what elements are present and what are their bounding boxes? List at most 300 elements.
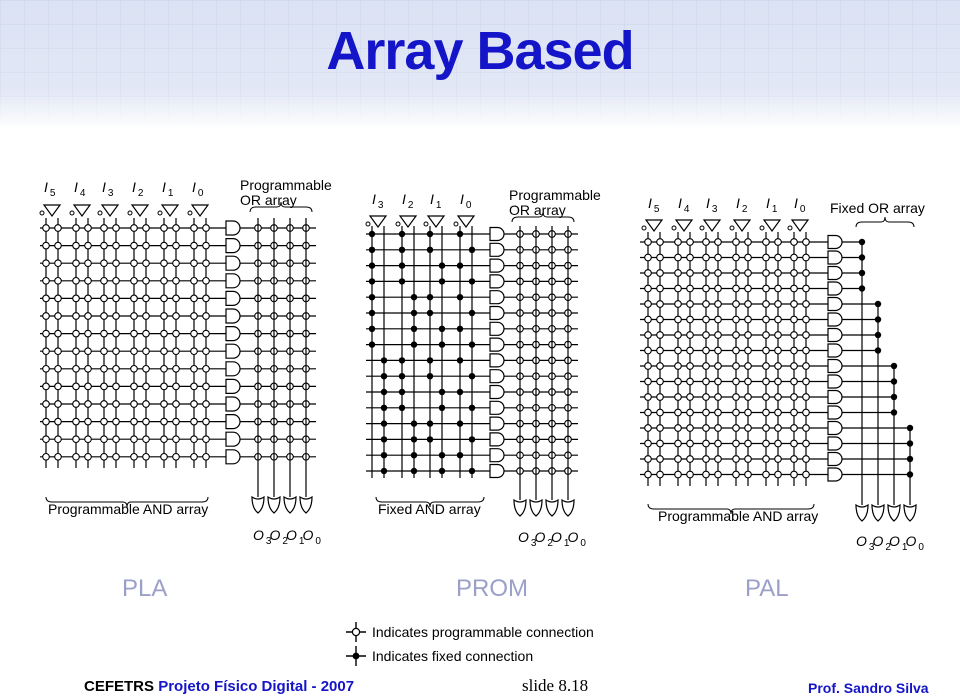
prom-or-label-1: Programmable bbox=[509, 187, 601, 203]
programmable-connection bbox=[143, 278, 150, 285]
and-gate bbox=[828, 375, 842, 388]
fixed-connection bbox=[469, 310, 475, 316]
prom-name: PROM bbox=[456, 575, 528, 602]
programmable-connection bbox=[645, 254, 652, 261]
or-gate bbox=[268, 497, 280, 513]
input-buffer bbox=[458, 216, 474, 227]
programmable-connection bbox=[657, 363, 664, 370]
programmable-connection bbox=[85, 366, 92, 373]
programmable-connection bbox=[113, 366, 120, 373]
fixed-connection bbox=[369, 294, 375, 300]
programmable-connection bbox=[775, 254, 782, 261]
programmable-connection bbox=[161, 401, 168, 408]
prom-output-label: O $_1$ bbox=[551, 529, 570, 549]
or-gate bbox=[284, 497, 296, 513]
programmable-connection bbox=[85, 295, 92, 302]
programmable-connection bbox=[745, 316, 752, 323]
programmable-connection bbox=[687, 363, 694, 370]
programmable-connection bbox=[803, 347, 810, 354]
programmable-connection bbox=[745, 363, 752, 370]
programmable-connection bbox=[161, 313, 168, 320]
programmable-connection bbox=[43, 366, 50, 373]
programmable-connection bbox=[645, 471, 652, 478]
programmable-connection bbox=[143, 242, 150, 249]
programmable-connection bbox=[143, 454, 150, 461]
pal-input-label: I $_1$ bbox=[766, 195, 778, 215]
programmable-connection bbox=[55, 225, 62, 232]
programmable-connection bbox=[803, 285, 810, 292]
programmable-connection bbox=[131, 454, 138, 461]
fixed-connection bbox=[369, 310, 375, 316]
programmable-connection bbox=[733, 425, 740, 432]
programmable-connection bbox=[191, 295, 198, 302]
and-gate bbox=[828, 251, 842, 264]
and-gate bbox=[226, 239, 240, 253]
fixed-connection bbox=[427, 231, 433, 237]
prom-input-label: I $_3$ bbox=[372, 191, 384, 211]
programmable-connection bbox=[715, 254, 722, 261]
programmable-connection bbox=[775, 425, 782, 432]
programmable-connection bbox=[687, 394, 694, 401]
programmable-connection bbox=[803, 471, 810, 478]
legend-fixed-symbol bbox=[346, 646, 366, 666]
programmable-connection bbox=[43, 436, 50, 443]
programmable-connection bbox=[657, 316, 664, 323]
programmable-connection bbox=[715, 378, 722, 385]
or-gate bbox=[888, 505, 900, 521]
input-buffer bbox=[162, 205, 178, 216]
programmable-connection bbox=[803, 316, 810, 323]
input-buffer bbox=[734, 220, 750, 231]
and-gate bbox=[828, 236, 842, 249]
programmable-connection bbox=[173, 383, 180, 390]
programmable-connection bbox=[703, 347, 710, 354]
and-gate bbox=[828, 360, 842, 373]
and-gate bbox=[226, 450, 240, 464]
programmable-connection bbox=[131, 278, 138, 285]
programmable-connection bbox=[657, 301, 664, 308]
programmable-connection bbox=[43, 295, 50, 302]
footer-left bbox=[84, 678, 354, 695]
programmable-connection bbox=[803, 409, 810, 416]
programmable-connection bbox=[131, 295, 138, 302]
programmable-connection bbox=[657, 285, 664, 292]
and-gate bbox=[828, 406, 842, 419]
fixed-connection bbox=[411, 310, 417, 316]
programmable-connection bbox=[85, 401, 92, 408]
fixed-connection bbox=[369, 247, 375, 253]
programmable-connection bbox=[131, 242, 138, 249]
programmable-connection bbox=[715, 409, 722, 416]
programmable-connection bbox=[675, 301, 682, 308]
prom-output-label: O $_0$ bbox=[567, 529, 586, 549]
programmable-connection bbox=[687, 270, 694, 277]
programmable-connection bbox=[203, 436, 210, 443]
prom-and-label: Fixed AND array bbox=[378, 501, 481, 517]
programmable-connection bbox=[687, 316, 694, 323]
programmable-connection bbox=[203, 401, 210, 408]
programmable-connection bbox=[775, 285, 782, 292]
programmable-connection bbox=[191, 225, 198, 232]
programmable-connection bbox=[191, 401, 198, 408]
programmable-connection bbox=[745, 285, 752, 292]
programmable-connection bbox=[143, 366, 150, 373]
fixed-connection bbox=[427, 373, 433, 379]
input-buffer bbox=[74, 205, 90, 216]
and-gate bbox=[828, 344, 842, 357]
programmable-connection bbox=[745, 239, 752, 246]
programmable-connection bbox=[703, 456, 710, 463]
programmable-connection bbox=[703, 440, 710, 447]
programmable-connection bbox=[55, 418, 62, 425]
inverter-bubble bbox=[700, 226, 704, 230]
programmable-connection bbox=[55, 330, 62, 337]
programmable-connection bbox=[715, 332, 722, 339]
programmable-connection bbox=[763, 347, 770, 354]
programmable-connection bbox=[85, 418, 92, 425]
programmable-connection bbox=[55, 348, 62, 355]
programmable-connection bbox=[85, 454, 92, 461]
programmable-connection bbox=[161, 330, 168, 337]
inverter-bubble bbox=[98, 211, 102, 215]
programmable-connection bbox=[803, 394, 810, 401]
programmable-connection bbox=[763, 363, 770, 370]
programmable-connection bbox=[657, 378, 664, 385]
programmable-connection bbox=[101, 295, 108, 302]
and-gate bbox=[226, 432, 240, 446]
and-gate bbox=[490, 449, 504, 462]
fixed-connection bbox=[399, 389, 405, 395]
or-gate bbox=[904, 505, 916, 521]
and-gate bbox=[490, 275, 504, 288]
pal-output-label: O $_3$ bbox=[856, 533, 875, 553]
programmable-connection bbox=[763, 378, 770, 385]
prom-input-label: I $_2$ bbox=[402, 191, 414, 211]
programmable-connection bbox=[161, 454, 168, 461]
programmable-connection bbox=[55, 436, 62, 443]
programmable-connection bbox=[113, 242, 120, 249]
and-gate bbox=[828, 422, 842, 435]
input-buffer bbox=[132, 205, 148, 216]
programmable-connection bbox=[203, 366, 210, 373]
programmable-connection bbox=[143, 418, 150, 425]
pla-output-label: O $_2$ bbox=[269, 527, 288, 547]
programmable-connection bbox=[101, 401, 108, 408]
programmable-connection bbox=[73, 260, 80, 267]
programmable-connection bbox=[645, 425, 652, 432]
programmable-connection bbox=[675, 363, 682, 370]
and-gate bbox=[828, 267, 842, 280]
fixed-connection bbox=[439, 389, 445, 395]
programmable-connection bbox=[203, 418, 210, 425]
programmable-connection bbox=[173, 454, 180, 461]
programmable-connection bbox=[675, 378, 682, 385]
programmable-connection bbox=[745, 301, 752, 308]
programmable-connection bbox=[55, 366, 62, 373]
programmable-connection bbox=[791, 254, 798, 261]
programmable-connection bbox=[113, 225, 120, 232]
programmable-connection bbox=[113, 295, 120, 302]
programmable-connection bbox=[675, 394, 682, 401]
programmable-connection bbox=[791, 394, 798, 401]
programmable-connection bbox=[733, 378, 740, 385]
programmable-connection bbox=[173, 242, 180, 249]
programmable-connection bbox=[803, 239, 810, 246]
programmable-connection bbox=[745, 409, 752, 416]
programmable-connection bbox=[733, 270, 740, 277]
programmable-connection bbox=[85, 383, 92, 390]
programmable-connection bbox=[203, 260, 210, 267]
programmable-connection bbox=[645, 409, 652, 416]
pla-input-label: I $_4$ bbox=[74, 179, 86, 199]
programmable-connection bbox=[791, 456, 798, 463]
programmable-connection bbox=[687, 471, 694, 478]
programmable-connection bbox=[131, 313, 138, 320]
programmable-connection bbox=[745, 456, 752, 463]
programmable-connection bbox=[73, 436, 80, 443]
programmable-connection bbox=[113, 348, 120, 355]
programmable-connection bbox=[775, 440, 782, 447]
programmable-connection bbox=[645, 347, 652, 354]
programmable-connection bbox=[687, 332, 694, 339]
fixed-connection bbox=[411, 294, 417, 300]
programmable-connection bbox=[645, 239, 652, 246]
programmable-connection bbox=[85, 436, 92, 443]
programmable-connection bbox=[131, 260, 138, 267]
programmable-connection bbox=[657, 394, 664, 401]
pal-input-label: I $_5$ bbox=[648, 195, 660, 215]
and-gate bbox=[226, 397, 240, 411]
fixed-connection bbox=[439, 326, 445, 332]
fixed-connection bbox=[411, 326, 417, 332]
programmable-connection bbox=[191, 383, 198, 390]
programmable-connection bbox=[55, 260, 62, 267]
programmable-connection bbox=[657, 270, 664, 277]
programmable-connection bbox=[161, 366, 168, 373]
programmable-connection bbox=[85, 225, 92, 232]
pla-or-label-2: OR array bbox=[240, 192, 297, 208]
programmable-connection bbox=[763, 239, 770, 246]
pal-name: PAL bbox=[745, 575, 789, 602]
programmable-connection bbox=[645, 316, 652, 323]
programmable-connection bbox=[763, 425, 770, 432]
and-gate bbox=[490, 322, 504, 335]
fixed-connection bbox=[381, 405, 387, 411]
programmable-connection bbox=[85, 278, 92, 285]
programmable-connection bbox=[791, 471, 798, 478]
inverter-bubble bbox=[70, 211, 74, 215]
programmable-connection bbox=[791, 270, 798, 277]
and-gate bbox=[828, 391, 842, 404]
pal-diagram bbox=[640, 195, 924, 553]
inverter-bubble bbox=[760, 226, 764, 230]
programmable-connection bbox=[73, 278, 80, 285]
programmable-connection bbox=[715, 316, 722, 323]
programmable-connection bbox=[703, 285, 710, 292]
inverter-bubble bbox=[158, 211, 162, 215]
programmable-connection bbox=[763, 409, 770, 416]
programmable-connection bbox=[715, 270, 722, 277]
programmable-connection bbox=[645, 378, 652, 385]
programmable-connection bbox=[803, 254, 810, 261]
programmable-connection bbox=[733, 301, 740, 308]
input-buffer bbox=[44, 205, 60, 216]
fixed-connection bbox=[439, 468, 445, 474]
fixed-connection bbox=[411, 436, 417, 442]
programmable-connection bbox=[675, 270, 682, 277]
programmable-connection bbox=[733, 332, 740, 339]
fixed-connection bbox=[457, 326, 463, 332]
input-buffer bbox=[192, 205, 208, 216]
fixed-connection bbox=[457, 452, 463, 458]
input-buffer bbox=[428, 216, 444, 227]
programmable-connection bbox=[161, 436, 168, 443]
programmable-connection bbox=[715, 301, 722, 308]
programmable-connection bbox=[803, 301, 810, 308]
programmable-connection bbox=[703, 239, 710, 246]
programmable-connection bbox=[161, 260, 168, 267]
programmable-connection bbox=[763, 332, 770, 339]
programmable-connection bbox=[803, 440, 810, 447]
and-gate bbox=[226, 362, 240, 376]
footer-author: Prof. Sandro Silva bbox=[808, 680, 929, 696]
fixed-connection bbox=[457, 294, 463, 300]
programmable-connection bbox=[101, 260, 108, 267]
programmable-connection bbox=[803, 332, 810, 339]
input-buffer bbox=[370, 216, 386, 227]
programmable-connection bbox=[763, 270, 770, 277]
programmable-connection bbox=[85, 348, 92, 355]
programmable-connection bbox=[191, 330, 198, 337]
programmable-connection bbox=[73, 383, 80, 390]
pal-input-label: I $_4$ bbox=[678, 195, 690, 215]
inverter-bubble bbox=[188, 211, 192, 215]
programmable-connection bbox=[675, 425, 682, 432]
programmable-connection bbox=[73, 401, 80, 408]
programmable-connection bbox=[203, 278, 210, 285]
programmable-connection bbox=[191, 418, 198, 425]
or-gate bbox=[514, 500, 526, 516]
programmable-connection bbox=[715, 425, 722, 432]
programmable-connection bbox=[675, 316, 682, 323]
programmable-connection bbox=[143, 401, 150, 408]
programmable-connection bbox=[173, 348, 180, 355]
pla-output-label: O $_3$ bbox=[253, 527, 272, 547]
programmable-connection bbox=[143, 225, 150, 232]
programmable-connection bbox=[43, 260, 50, 267]
programmable-connection bbox=[43, 278, 50, 285]
programmable-connection bbox=[55, 383, 62, 390]
prom-or-label-2: OR array bbox=[509, 202, 566, 218]
programmable-connection bbox=[703, 316, 710, 323]
programmable-connection bbox=[775, 471, 782, 478]
programmable-connection bbox=[703, 301, 710, 308]
programmable-connection bbox=[143, 348, 150, 355]
fixed-connection bbox=[427, 247, 433, 253]
pla-output-label: O $_1$ bbox=[286, 527, 305, 547]
programmable-connection bbox=[687, 347, 694, 354]
programmable-connection bbox=[687, 456, 694, 463]
programmable-connection bbox=[675, 440, 682, 447]
programmable-connection bbox=[173, 418, 180, 425]
inverter-bubble bbox=[396, 222, 400, 226]
programmable-connection bbox=[85, 313, 92, 320]
prom-diagram bbox=[366, 191, 586, 549]
fixed-connection bbox=[427, 420, 433, 426]
fixed-connection bbox=[381, 373, 387, 379]
pla-and-label: Programmable AND array bbox=[48, 501, 209, 517]
programmable-connection bbox=[703, 409, 710, 416]
and-gate bbox=[828, 282, 842, 295]
and-gate bbox=[828, 437, 842, 450]
programmable-connection bbox=[763, 254, 770, 261]
fixed-connection bbox=[427, 357, 433, 363]
programmable-connection bbox=[161, 383, 168, 390]
fixed-connection bbox=[427, 310, 433, 316]
programmable-connection bbox=[803, 456, 810, 463]
programmable-connection bbox=[85, 260, 92, 267]
programmable-connection bbox=[43, 348, 50, 355]
programmable-connection bbox=[113, 313, 120, 320]
programmable-connection bbox=[113, 418, 120, 425]
programmable-connection bbox=[763, 301, 770, 308]
fixed-connection bbox=[381, 436, 387, 442]
pla-input-label: I $_5$ bbox=[44, 179, 56, 199]
programmable-connection bbox=[73, 295, 80, 302]
programmable-connection bbox=[203, 225, 210, 232]
programmable-connection bbox=[687, 285, 694, 292]
programmable-connection bbox=[715, 471, 722, 478]
programmable-connection bbox=[763, 316, 770, 323]
programmable-connection bbox=[113, 383, 120, 390]
programmable-connection bbox=[191, 436, 198, 443]
fixed-connection bbox=[439, 278, 445, 284]
and-gate bbox=[490, 401, 504, 414]
prom-input-label: I $_1$ bbox=[430, 191, 442, 211]
programmable-connection bbox=[131, 330, 138, 337]
programmable-connection bbox=[73, 313, 80, 320]
pla-diagram bbox=[40, 179, 321, 547]
programmable-connection bbox=[101, 418, 108, 425]
inverter-bubble bbox=[128, 211, 132, 215]
programmable-connection bbox=[791, 347, 798, 354]
programmable-connection bbox=[131, 418, 138, 425]
and-gate bbox=[490, 338, 504, 351]
programmable-connection bbox=[101, 366, 108, 373]
programmable-connection bbox=[55, 295, 62, 302]
programmable-connection bbox=[687, 440, 694, 447]
fixed-connection bbox=[411, 468, 417, 474]
programmable-connection bbox=[143, 313, 150, 320]
and-gate bbox=[490, 370, 504, 383]
fixed-connection bbox=[457, 420, 463, 426]
programmable-connection bbox=[775, 332, 782, 339]
programmable-connection bbox=[43, 242, 50, 249]
or-gate bbox=[546, 500, 558, 516]
pla-input-label: I $_0$ bbox=[192, 179, 204, 199]
programmable-connection bbox=[763, 440, 770, 447]
programmable-connection bbox=[675, 347, 682, 354]
programmable-connection bbox=[657, 471, 664, 478]
programmable-connection bbox=[113, 454, 120, 461]
programmable-connection bbox=[203, 454, 210, 461]
programmable-connection bbox=[687, 409, 694, 416]
fixed-connection bbox=[469, 278, 475, 284]
programmable-connection bbox=[191, 348, 198, 355]
programmable-connection bbox=[791, 363, 798, 370]
programmable-connection bbox=[775, 409, 782, 416]
programmable-connection bbox=[73, 454, 80, 461]
